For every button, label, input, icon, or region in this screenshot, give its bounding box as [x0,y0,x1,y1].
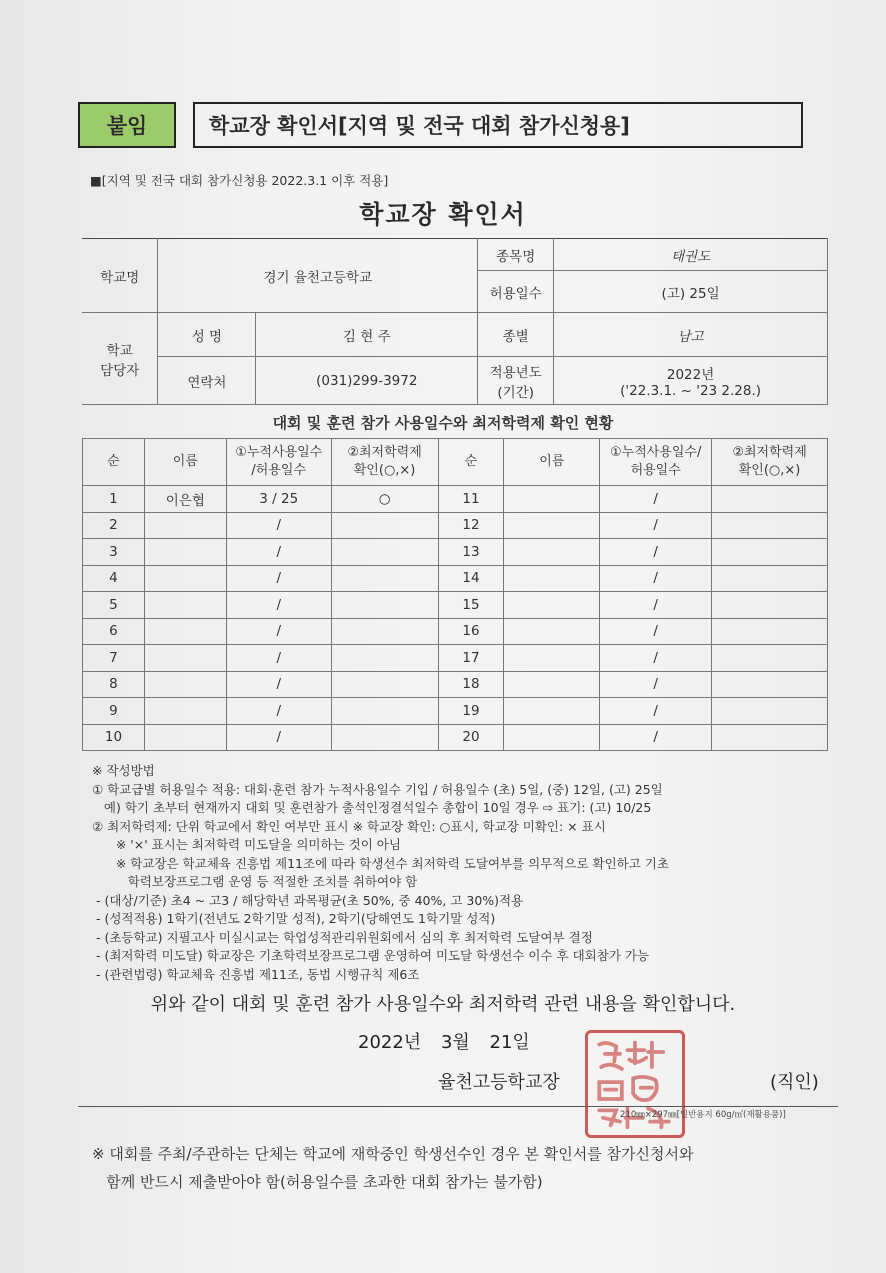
instruction-line: ② 최저학력제: 단위 학교에서 확인 여부만 표시 ※ 학교장 확인: ○표시, 학교장 미확인: × 표시 [92,818,606,834]
row-number-right: 16 [438,618,504,645]
table-row [83,618,828,645]
year-value-line1: 2022년 [666,366,715,383]
official-seal-stamp [585,1030,685,1138]
header-name-right: 이름 [504,439,600,486]
instruction-line: - (최저학력 미도달) 학교장은 기초학력보장프로그램 운영하여 미도달 학생선수 이수 후 대회참가 가능 [92,948,650,963]
header-days [226,439,331,486]
category-value: 남고 [554,313,828,357]
table-row [83,512,828,539]
student-name-right [504,645,600,672]
days-used-right: / [600,565,712,592]
header-check-line1: ②최저학력제 [347,445,422,461]
student-name-right [504,539,600,566]
days-used-left: / [226,565,331,592]
contact-value: (031)299-3972 [256,357,478,405]
seal-note: (직인) [770,1072,819,1093]
minimum-grade-check-right [712,539,828,566]
row-number-left: 1 [83,486,145,513]
minimum-grade-check-right [712,565,828,592]
minimum-grade-check-left [331,512,438,539]
paper-spec: 210㎜×297㎜[일반용지 60g/㎡(재활용품)] [620,1110,786,1120]
student-name-left [144,565,226,592]
student-name-right [504,512,600,539]
row-number-right: 15 [438,592,504,619]
date-year: 2022년 [358,1032,422,1053]
table-row [83,724,828,751]
year-label-line2: (기간) [497,384,534,401]
days-used-left: / [226,539,331,566]
status-title: 대회 및 훈련 참가 사용일수와 최저학력제 확인 현황 [272,414,614,432]
minimum-grade-check-left [331,671,438,698]
document-heading: 학교장 확인서[지역 및 전국 대회 참가신청용] [193,102,803,148]
event-value: 태권도 [554,239,828,271]
minimum-grade-check-right [712,698,828,725]
header-no-right: 순 [438,439,504,486]
days-used-right: / [600,592,712,619]
instruction-line: ① 학교급별 허용일수 적용: 대회·훈련 참가 누적사용일수 기입 / 허용일수 (초) 5일, (중) 12일, (고) 25일 [92,781,663,797]
row-number-right: 17 [438,645,504,672]
days-used-right: / [600,512,712,539]
header-name: 이름 [144,439,226,486]
minimum-grade-check-left [331,645,438,672]
days-used-left: 3 / 25 [226,486,331,513]
category-label: 종별 [478,313,554,357]
header-check [331,439,438,486]
days-used-right: / [600,724,712,751]
student-name-left [144,618,226,645]
student-name-left [144,512,226,539]
minimum-grade-check-left: ○ [331,486,438,513]
days-used-left: / [226,671,331,698]
year-label-line1: 적용년도 [489,364,542,381]
row-number-right: 12 [438,512,504,539]
days-used-right: / [600,671,712,698]
teacher-label-line1: 학교 [106,342,133,359]
student-name-right [504,592,600,619]
header-check-line2: 확인(○,×) [353,463,416,478]
instruction-line: - (성적적용) 1학기(전년도 2학기말 성적), 2학기(당해연도 1학기말 성적) [92,911,496,926]
allowed-days-label: 허용일수 [478,271,554,313]
name-label: 성 명 [158,313,256,357]
row-number-left: 9 [83,698,145,725]
event-label: 종목명 [478,239,554,271]
row-number-right: 11 [438,486,504,513]
student-name-left [144,698,226,725]
instruction-line: - (관련법령) 학교체육 진흥법 제11조, 동법 시행규칙 제6조 [92,966,420,982]
footer-note-line: 함께 반드시 제출받아야 함(허용일수를 초과한 대회 참가는 불가함) [92,1173,543,1191]
minimum-grade-check-left [331,698,438,725]
days-used-right: / [600,486,712,513]
form-title: 학교장 확인서 [359,200,527,229]
row-number-right: 20 [438,724,504,751]
footer-note [92,1140,852,1196]
header-check-right-line2: 확인(○,×) [738,463,801,478]
divider [78,1106,838,1107]
header-days-right-line1: ①누적사용일수/ [609,445,702,461]
instruction-line: ※ 학교장은 학교체육 진흥법 제11조에 따라 학생선수 최저학력 도달여부를 의무적으로 확인하고 기초 [92,855,669,871]
row-number-right: 14 [438,565,504,592]
student-name-left [144,724,226,751]
days-used-right: / [600,698,712,725]
row-number-right: 18 [438,671,504,698]
row-number-right: 19 [438,698,504,725]
row-number-left: 4 [83,565,145,592]
days-used-left: / [226,724,331,751]
days-used-left: / [226,618,331,645]
year-value-line2: ('22.3.1. ~ '23 2.28.) [620,382,762,399]
table-row [83,539,828,566]
year-label [478,357,554,405]
minimum-grade-check-right [712,645,828,672]
student-name-right [504,698,600,725]
minimum-grade-check-right [712,592,828,619]
instruction-line: ※ 작성방법 [92,763,155,778]
instruction-line: ※ '×' 표시는 최저학력 미도달을 의미하는 것이 아님 [92,837,401,852]
student-name-left [144,671,226,698]
teacher-label [82,313,158,405]
student-name-left [144,645,226,672]
date-day: 21일 [489,1032,530,1053]
year-value [554,357,828,405]
row-number-left: 6 [83,618,145,645]
usage-body [83,486,828,751]
footer-note-line: ※ 대회를 주최/주관하는 단체는 학교에 재학중인 학생선수인 경우 본 확인서를 참가신청서와 [92,1145,694,1163]
date-month: 3월 [440,1032,470,1053]
applicability-note: ■[지역 및 전국 대회 참가신청용 2022.3.1 이후 적용] [90,173,389,188]
header-no: 순 [83,439,145,486]
instructions [92,762,852,984]
teacher-label-line2: 담당자 [100,362,140,379]
school-info-table [82,238,828,405]
student-name-right [504,486,600,513]
header-days-line2: /허용일수 [251,463,307,478]
instruction-line: - (초등학교) 지필고사 미실시교는 학업성적관리위원회에서 심의 후 최저학력 도달여부 결정 [92,929,593,945]
minimum-grade-check-left [331,592,438,619]
header-days-right [600,439,712,486]
allowed-days-value: (고) 25일 [554,271,828,313]
contact-label: 연락처 [158,357,256,405]
school-value: 경기 율천고등학교 [158,239,478,313]
student-name-left [144,592,226,619]
row-number-right: 13 [438,539,504,566]
student-name-right [504,671,600,698]
school-label: 학교명 [82,239,158,313]
header-days-right-line2: 허용일수 [630,463,681,478]
table-row [83,698,828,725]
instruction-line: 예) 학기 초부터 현재까지 대회 및 훈련참가 출석인정결석일수 총합이 10일 경우 ⇨ 표기: (고) 10/25 [92,800,652,815]
minimum-grade-check-right [712,618,828,645]
minimum-grade-check-right [712,512,828,539]
row-number-left: 3 [83,539,145,566]
table-row [83,565,828,592]
table-row [83,592,828,619]
days-used-left: / [226,512,331,539]
days-used-left: / [226,698,331,725]
minimum-grade-check-right [712,724,828,751]
header-days-line1: ①누적사용일수 [235,445,323,461]
usage-table [82,438,828,751]
days-used-left: / [226,645,331,672]
student-name-right [504,618,600,645]
usage-header-row [83,439,828,486]
confirmation-statement: 위와 같이 대회 및 훈련 참가 사용일수와 최저학력 관련 내용을 확인합니다. [150,994,736,1015]
attachment-badge: 붙임 [78,102,176,148]
student-name-left [144,539,226,566]
minimum-grade-check-left [331,565,438,592]
issue-date [358,1028,530,1054]
row-number-left: 5 [83,592,145,619]
document-header [78,102,804,150]
student-name-right [504,565,600,592]
days-used-right: / [600,539,712,566]
minimum-grade-check-left [331,724,438,751]
instruction-line: - (대상/기준) 초4 ~ 고3 / 해당학년 과목평균(초 50%, 중 40%, 고 30%)적용 [92,892,524,908]
minimum-grade-check-right [712,671,828,698]
days-used-left: / [226,592,331,619]
minimum-grade-check-right [712,486,828,513]
name-value: 김 현 주 [256,313,478,357]
days-used-right: / [600,645,712,672]
row-number-left: 7 [83,645,145,672]
principal-name: 율천고등학교장 [438,1072,560,1093]
minimum-grade-check-left [331,618,438,645]
row-number-left: 2 [83,512,145,539]
instruction-line: 학력보장프로그램 운영 등 적절한 조치를 취하여야 함 [92,874,418,889]
table-row [83,671,828,698]
row-number-left: 8 [83,671,145,698]
header-check-right [712,439,828,486]
student-name-left: 이은협 [144,486,226,513]
header-check-right-line1: ②최저학력제 [732,445,807,461]
days-used-right: / [600,618,712,645]
table-row [83,645,828,672]
row-number-left: 10 [83,724,145,751]
minimum-grade-check-left [331,539,438,566]
student-name-right [504,724,600,751]
table-row [83,486,828,513]
